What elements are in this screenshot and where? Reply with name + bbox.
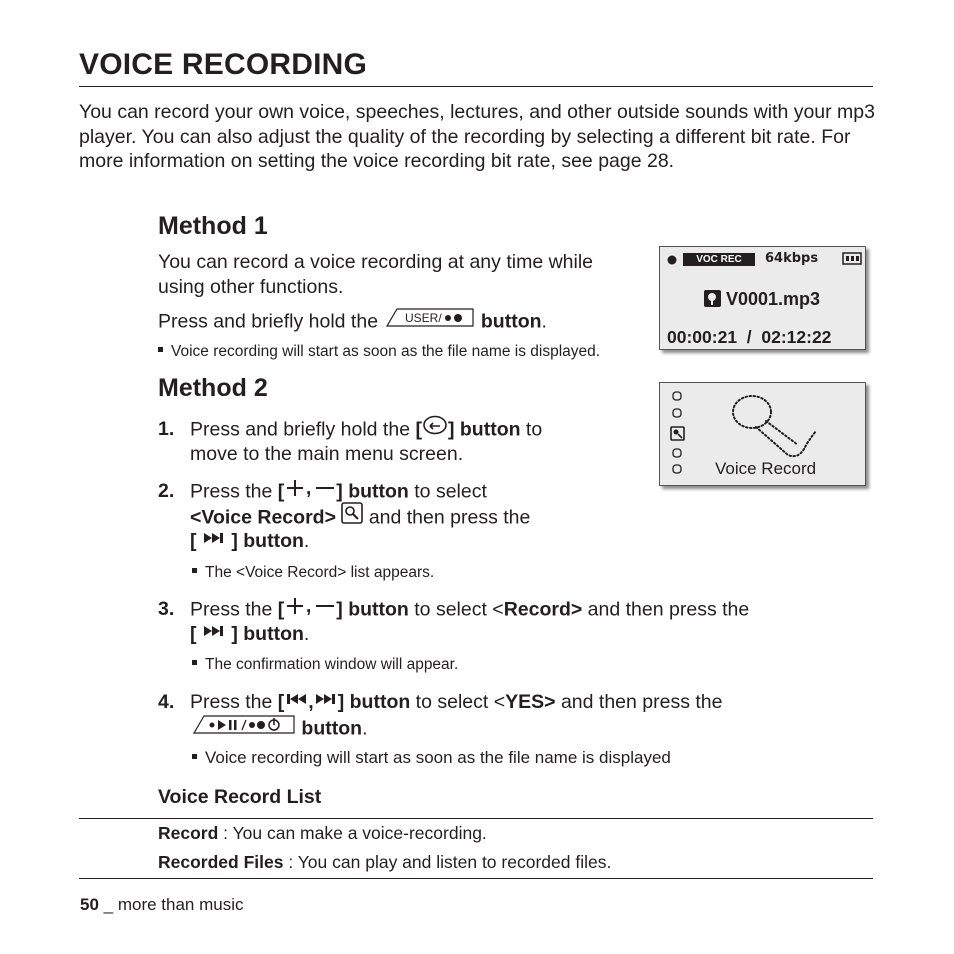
- title-rule: [79, 86, 873, 87]
- step-3-line2: [ ] button.: [190, 622, 309, 647]
- method2-heading: Method 2: [158, 374, 268, 402]
- lcd-time: 00:00:21 / 02:12:22: [667, 327, 832, 347]
- rec-dot-icon: [668, 256, 677, 265]
- plus-minus-icon: [284, 595, 336, 622]
- svg-text:,: ,: [306, 478, 312, 497]
- user-button-text: USER/: [405, 311, 443, 325]
- lcd-filename: V0001.mp3: [726, 289, 821, 309]
- step-1-line2: move to the main menu screen.: [190, 443, 464, 465]
- skip-forward-icon: [202, 621, 226, 646]
- back-button-icon: [422, 415, 448, 442]
- voc-rec-label: VOC REC: [696, 254, 742, 265]
- method1-text: You can record a voice recording at any time while using other functions.: [158, 251, 594, 298]
- bullet-square-icon: [192, 568, 197, 573]
- menu-dot-icon: [673, 465, 681, 473]
- lcd-recording-screen: [659, 246, 866, 350]
- skip-forward-icon: [314, 689, 338, 714]
- step-3-note: The confirmation window will appear.: [192, 655, 458, 675]
- method1-note: Voice recording will start as soon as the file name is displayed.: [158, 342, 600, 362]
- page-number: 50: [80, 895, 99, 914]
- svg-text:,: ,: [306, 596, 312, 615]
- list-desc: : You can play and listen to recorded files.: [283, 852, 612, 872]
- list-term: Recorded Files: [158, 852, 284, 872]
- menu-dot-icon: [673, 392, 681, 400]
- method1-press-prefix: Press and briefly hold the: [158, 310, 379, 333]
- microphone-dotted-icon: [733, 396, 816, 456]
- step-4-line2: button.: [190, 715, 367, 744]
- play-pause-power-button-icon: [190, 713, 296, 742]
- list-term: Record: [158, 823, 219, 843]
- page-title: VOICE RECORDING: [79, 48, 368, 81]
- step-1: 1. Press and briefly hold the [ ] button to: [158, 417, 542, 444]
- skip-back-icon: [284, 689, 308, 714]
- step-4-note: Voice recording will start as soon as the file name is displayed: [192, 748, 671, 768]
- step-2-note: The <Voice Record> list appears.: [192, 563, 434, 583]
- step-2-line3: [ ] button.: [190, 529, 309, 554]
- list-top-rule: [79, 818, 873, 819]
- voice-record-icon: [341, 502, 363, 531]
- bullet-square-icon: [158, 347, 163, 352]
- menu-dot-icon: [673, 449, 681, 457]
- record-list-heading: Voice Record List: [158, 786, 322, 808]
- user-rec-button-icon: [383, 306, 475, 335]
- lcd-menu-label: Voice Record: [715, 459, 817, 478]
- plus-minus-icon: [284, 477, 336, 504]
- list-item: [158, 852, 611, 873]
- bullet-square-icon: [192, 754, 197, 759]
- method1-heading: Method 1: [158, 212, 268, 240]
- method1-press-line: Press and briefly hold the USER/ button.: [158, 308, 547, 337]
- skip-forward-icon: [202, 528, 226, 553]
- bullet-square-icon: [192, 660, 197, 665]
- bitrate-label: 64kbps: [765, 251, 819, 266]
- step-3: 3. Press the [ , ] button to select <Record> and then press the: [158, 596, 750, 621]
- step-4: 4. Press the [ , ] button to select <YES> and then press the: [158, 690, 722, 715]
- menu-dot-icon: [673, 409, 681, 417]
- list-bottom-rule: [79, 878, 873, 879]
- step-2-line2: <Voice Record> and then press the: [190, 504, 530, 533]
- step-2: 2. Press the [ , ] button to select: [158, 478, 487, 503]
- lcd-main-menu-screen: [659, 382, 866, 486]
- intro-paragraph: You can record your own voice, speeches, lectures, and other outside sounds with your mp3 player. You can also adjust the quality of the recording by selecting a different bit rate. For more information on setting the voice recording bit rate, see page 28.: [79, 101, 875, 172]
- page-footer: [80, 895, 243, 915]
- list-desc: : You can make a voice-recording.: [218, 823, 487, 843]
- method1-button-word: button: [480, 310, 542, 333]
- list-item: [158, 823, 487, 844]
- footer-text: _ more than music: [98, 895, 244, 914]
